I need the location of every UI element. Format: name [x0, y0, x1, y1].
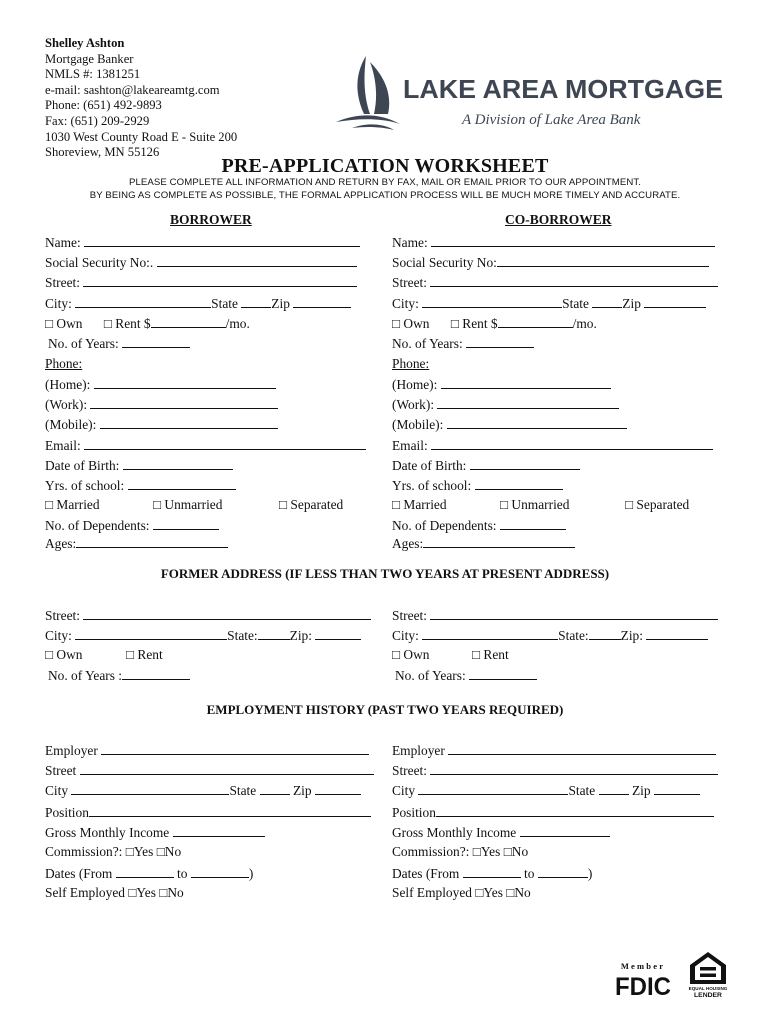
former-right-street-row [392, 606, 718, 624]
coborrower-phone-heading: Phone: [392, 356, 430, 371]
employment-left-zip-label: Zip [292, 783, 312, 798]
coborrower-own-checkbox[interactable]: □ Own [392, 316, 430, 331]
employment-right-dates-from-field[interactable] [463, 864, 521, 878]
borrower-state-field[interactable] [241, 294, 271, 308]
employment-right-position-row [392, 803, 714, 821]
former-left-years-label: No. of Years : [48, 668, 123, 683]
borrower-street-row [45, 273, 357, 291]
coborrower-street-label: Street: [392, 275, 427, 290]
coborrower-dob-row [392, 456, 580, 474]
eho-line2-text: LENDER [694, 992, 722, 999]
former-right-zip-label: Zip: [620, 628, 643, 643]
borrower-mobile-phone-field[interactable] [100, 415, 278, 429]
employment-right-commission-row [392, 843, 528, 861]
coborrower-email-row [392, 436, 713, 454]
borrower-street-label: Street: [45, 275, 80, 290]
former-left-street-row [45, 606, 371, 624]
instruction-line-1: PLEASE COMPLETE ALL INFORMATION AND RETURN BY FAX, MAIL OR EMAIL PRIOR TO OUR APPOINTMENT. [128, 177, 642, 188]
employment-left-state-field[interactable] [260, 781, 290, 795]
employment-right-income-label: Gross Monthly Income [392, 825, 517, 840]
coborrower-ages-label: Ages: [392, 536, 424, 551]
borrower-unmarried-checkbox[interactable]: □ Unmarried [153, 497, 223, 512]
contact-nmls: NMLS #: 1381251 [45, 67, 141, 82]
employment-right-self-row [392, 884, 531, 902]
employment-right-self-no-checkbox[interactable]: □No [506, 885, 531, 900]
fdic-logo-icon [612, 960, 674, 1000]
coborrower-rent-checkbox[interactable]: □ Rent $ [450, 316, 498, 331]
instruction-line-2: BY BEING AS COMPLETE AS POSSIBLE, THE FORMAL APPLICATION PROCESS WILL BE MUCH MORE TIMELY AND ACCURATE. [89, 190, 681, 201]
borrower-years-field[interactable] [122, 334, 190, 348]
coborrower-school-field[interactable] [475, 476, 563, 490]
borrower-city-row [45, 294, 351, 312]
borrower-own-checkbox[interactable]: □ Own [45, 316, 83, 331]
borrower-per-month-label: /mo. [225, 316, 250, 331]
former-left-state-label: State: [227, 628, 258, 643]
borrower-school-label: Yrs. of school: [45, 478, 125, 493]
former-left-city-label: City: [45, 628, 72, 643]
borrower-work-phone-field[interactable] [90, 395, 278, 409]
coborrower-dependents-row [392, 516, 566, 534]
employment-right-income-field[interactable] [520, 823, 610, 837]
former-left-zip-label: Zip: [289, 628, 312, 643]
coborrower-per-month-label: /mo. [572, 316, 597, 331]
employment-right-state-label: State [568, 783, 596, 798]
employment-right-street-field[interactable] [430, 761, 718, 775]
employment-right-dates-from-label: Dates (From [392, 866, 460, 881]
coborrower-ssn-field[interactable] [497, 253, 709, 267]
employment-history-heading: EMPLOYMENT HISTORY (PAST TWO YEARS REQUIRED) [206, 702, 564, 717]
former-right-own-checkbox[interactable]: □ Own [392, 647, 430, 662]
borrower-zip-label: Zip [271, 296, 290, 311]
coborrower-dependents-label: No. of Dependents: [392, 518, 497, 533]
contact-fax: Fax: (651) 209-2929 [45, 113, 150, 128]
coborrower-home-phone-label: (Home): [392, 377, 438, 392]
employment-right-employer-label: Employer [392, 743, 445, 758]
coborrower-school-label: Yrs. of school: [392, 478, 472, 493]
employment-right-city-row [392, 781, 700, 799]
employment-left-income-label: Gross Monthly Income [45, 825, 170, 840]
borrower-marital-row [45, 496, 100, 514]
borrower-ssn-label: Social Security No:. [45, 255, 154, 270]
former-right-rent-checkbox[interactable]: □ Rent [472, 647, 509, 662]
coborrower-name-label: Name: [392, 235, 428, 250]
employment-right-income-row [392, 823, 610, 841]
coborrower-rent-field[interactable] [498, 314, 573, 328]
former-left-own-checkbox[interactable]: □ Own [45, 647, 83, 662]
employment-left-self-label: Self Employed [45, 885, 125, 900]
coborrower-name-row [392, 233, 715, 251]
coborrower-years-field[interactable] [466, 334, 534, 348]
former-left-rent-checkbox[interactable]: □ Rent [126, 647, 163, 662]
coborrower-ssn-row [392, 253, 709, 271]
employment-left-position-row [45, 803, 371, 821]
borrower-city-label: City: [45, 296, 72, 311]
coborrower-school-row [392, 476, 563, 494]
borrower-email-label: Email: [45, 438, 81, 453]
coborrower-home-phone-row [392, 375, 611, 393]
borrower-ages-label: Ages: [45, 536, 77, 551]
borrower-married-checkbox[interactable]: □ Married [45, 497, 100, 512]
borrower-street-field[interactable] [83, 273, 357, 287]
borrower-email-field[interactable] [84, 436, 366, 450]
borrower-home-phone-row [45, 375, 276, 393]
employment-left-income-row [45, 823, 265, 841]
borrower-ssn-row [45, 253, 357, 271]
employment-right-employer-row [392, 741, 716, 759]
employment-left-position-field[interactable] [89, 803, 371, 817]
borrower-home-phone-field[interactable] [94, 375, 276, 389]
coborrower-separated-checkbox[interactable]: □ Separated [625, 497, 690, 512]
coborrower-email-field[interactable] [431, 436, 713, 450]
logo-tagline: A Division of Lake Area Bank [462, 112, 641, 128]
borrower-housing-row [45, 314, 250, 332]
former-left-zip-field[interactable] [315, 626, 361, 640]
former-right-city-field[interactable] [422, 626, 558, 640]
employment-left-dates-close: ) [248, 866, 254, 881]
eho-line1-text: EQUAL HOUSING [688, 986, 728, 991]
page-title: PRE-APPLICATION WORKSHEET [221, 155, 549, 177]
employment-right-commission-yes-checkbox[interactable]: □Yes [472, 844, 501, 859]
employment-right-zip-field[interactable] [654, 781, 700, 795]
coborrower-email-label: Email: [392, 438, 428, 453]
borrower-years-row [48, 334, 190, 352]
employment-right-self-label: Self Employed [392, 885, 472, 900]
employment-right-street-label: Street: [392, 763, 427, 778]
former-right-city-row [392, 626, 708, 644]
borrower-separated-checkbox[interactable]: □ Separated [279, 497, 344, 512]
coborrower-work-phone-row [392, 395, 619, 413]
former-right-years-field[interactable] [469, 666, 537, 680]
borrower-dependents-field[interactable] [153, 516, 219, 530]
employment-left-city-row [45, 781, 361, 799]
coborrower-work-phone-field[interactable] [437, 395, 619, 409]
former-left-years-row [48, 666, 190, 684]
employment-left-dates-to-label: to [177, 866, 188, 881]
sailboat-logo-icon [330, 52, 730, 134]
coborrower-zip-field[interactable] [644, 294, 706, 308]
borrower-name-row [45, 233, 360, 251]
employment-left-state-label: State [229, 783, 257, 798]
coborrower-married-checkbox[interactable]: □ Married [392, 497, 447, 512]
employment-right-street-row [392, 761, 718, 779]
employment-left-employer-label: Employer [45, 743, 98, 758]
coborrower-mobile-phone-row [392, 415, 627, 433]
employment-left-self-row [45, 884, 184, 902]
borrower-dob-label: Date of Birth: [45, 458, 120, 473]
borrower-mobile-phone-label: (Mobile): [45, 417, 97, 432]
former-left-city-field[interactable] [75, 626, 227, 640]
former-right-state-field[interactable] [589, 626, 621, 640]
coborrower-zip-label: Zip [622, 296, 641, 311]
employment-right-commission-label: Commission?: [392, 844, 470, 859]
borrower-school-row [45, 476, 236, 494]
employment-left-commission-yes-checkbox[interactable]: □Yes [125, 844, 154, 859]
coborrower-mobile-phone-field[interactable] [447, 415, 627, 429]
contact-name: Shelley Ashton [45, 36, 125, 50]
former-right-street-label: Street: [392, 608, 427, 623]
employment-left-street-label: Street [45, 763, 77, 778]
employment-right-position-label: Position [392, 805, 436, 820]
employment-right-commission-no-checkbox[interactable]: □No [503, 844, 529, 859]
former-right-state-label: State: [558, 628, 589, 643]
employment-left-dates-from-label: Dates (From [45, 866, 113, 881]
employment-right-state-field[interactable] [599, 781, 629, 795]
former-left-years-field[interactable] [122, 666, 190, 680]
lake-area-mortgage-logo [330, 52, 730, 134]
employment-right-self-yes-checkbox[interactable]: □Yes [475, 885, 503, 900]
employment-right-city-label: City [392, 783, 416, 798]
coborrower-unmarried-checkbox[interactable]: □ Unmarried [500, 497, 570, 512]
borrower-dependents-label: No. of Dependents: [45, 518, 150, 533]
former-right-years-row [395, 666, 537, 684]
former-right-city-label: City: [392, 628, 419, 643]
contact-address-line2: Shoreview, MN 55126 [45, 145, 160, 160]
coborrower-years-row [392, 334, 534, 352]
borrower-email-row [45, 436, 366, 454]
employment-left-commission-no-checkbox[interactable]: □No [156, 844, 182, 859]
coborrower-city-field[interactable] [422, 294, 562, 308]
fdic-member-badge [612, 960, 674, 1004]
borrower-zip-field[interactable] [293, 294, 351, 308]
former-right-years-label: No. of Years: [395, 668, 466, 683]
coborrower-city-label: City: [392, 296, 419, 311]
borrower-rent-checkbox[interactable]: □ Rent $ [103, 316, 151, 331]
former-right-zip-field[interactable] [646, 626, 708, 640]
employment-right-employer-field[interactable] [448, 741, 716, 755]
employment-left-commission-label: Commission?: [45, 844, 123, 859]
employment-right-dates-to-field[interactable] [538, 864, 588, 878]
borrower-rent-field[interactable] [151, 314, 226, 328]
borrower-dob-row [45, 456, 233, 474]
coborrower-ages-field[interactable] [423, 534, 575, 548]
employment-right-position-field[interactable] [436, 803, 714, 817]
coborrower-housing-row [392, 314, 597, 332]
former-left-street-label: Street: [45, 608, 80, 623]
former-left-state-field[interactable] [258, 626, 290, 640]
employment-left-dates-to-field[interactable] [191, 864, 249, 878]
employment-right-city-field[interactable] [418, 781, 568, 795]
employment-left-city-label: City [45, 783, 69, 798]
employment-left-position-label: Position [45, 805, 89, 820]
former-right-street-field[interactable] [430, 606, 718, 620]
borrower-state-label: State [211, 296, 238, 311]
fdic-member-text: Member [620, 961, 666, 971]
borrower-dob-field[interactable] [123, 456, 233, 470]
borrower-city-field[interactable] [75, 294, 211, 308]
employment-right-dates-close: ) [587, 866, 593, 881]
coborrower-state-field[interactable] [592, 294, 622, 308]
borrower-phone-heading: Phone: [45, 356, 83, 371]
contact-phone: Phone: (651) 492-9893 [45, 98, 162, 113]
coborrower-mobile-phone-label: (Mobile): [392, 417, 444, 432]
borrower-name-field[interactable] [84, 233, 360, 247]
employment-left-employer-row [45, 741, 369, 759]
coborrower-street-row [392, 273, 718, 291]
coborrower-heading: CO-BORROWER [505, 212, 612, 227]
former-left-street-field[interactable] [83, 606, 371, 620]
coborrower-street-field[interactable] [430, 273, 718, 287]
employment-right-dates-to-label: to [524, 866, 535, 881]
coborrower-years-label: No. of Years: [392, 336, 463, 351]
coborrower-ssn-label: Social Security No: [392, 255, 497, 270]
borrower-ssn-field[interactable] [157, 253, 357, 267]
equal-housing-icon [686, 950, 730, 1000]
employment-left-dates-from-field[interactable] [116, 864, 174, 878]
coborrower-dob-field[interactable] [470, 456, 580, 470]
employment-left-street-row [45, 761, 374, 779]
employment-left-income-field[interactable] [173, 823, 265, 837]
employment-right-dates-row [392, 864, 592, 882]
coborrower-home-phone-field[interactable] [441, 375, 611, 389]
borrower-ages-row [45, 534, 228, 552]
employment-left-employer-field[interactable] [101, 741, 369, 755]
employment-right-zip-label: Zip [631, 783, 651, 798]
coborrower-city-row [392, 294, 706, 312]
contact-title: Mortgage Banker [45, 51, 134, 66]
coborrower-ages-row [392, 534, 575, 552]
borrower-years-label: No. of Years: [48, 336, 119, 351]
equal-housing-lender-badge [686, 950, 730, 1004]
fdic-text: FDIC [615, 973, 671, 1000]
borrower-home-phone-label: (Home): [45, 377, 91, 392]
borrower-work-phone-row [45, 395, 278, 413]
contact-email: e-mail: sashton@lakeareamtg.com [45, 82, 220, 97]
coborrower-dependents-field[interactable] [500, 516, 566, 530]
borrower-mobile-phone-row [45, 415, 278, 433]
coborrower-state-label: State [562, 296, 589, 311]
coborrower-dob-label: Date of Birth: [392, 458, 467, 473]
employment-left-zip-field[interactable] [315, 781, 361, 795]
employment-left-commission-row [45, 843, 181, 861]
former-left-city-row [45, 626, 361, 644]
former-address-heading: FORMER ADDRESS (IF LESS THAN TWO YEARS AT PRESENT ADDRESS) [160, 566, 610, 581]
contact-address-line1: 1030 West County Road E - Suite 200 [45, 129, 238, 144]
borrower-dependents-row [45, 516, 219, 534]
borrower-name-label: Name: [45, 235, 81, 250]
borrower-heading: BORROWER [170, 212, 252, 227]
borrower-ages-field[interactable] [76, 534, 228, 548]
coborrower-name-field[interactable] [431, 233, 715, 247]
coborrower-work-phone-label: (Work): [392, 397, 435, 412]
employment-left-self-yes-checkbox[interactable]: □Yes [128, 885, 156, 900]
employment-left-self-no-checkbox[interactable]: □No [159, 885, 184, 900]
borrower-work-phone-label: (Work): [45, 397, 88, 412]
employment-left-street-field[interactable] [80, 761, 374, 775]
contact-block [45, 36, 237, 161]
employment-left-dates-row [45, 864, 253, 882]
employment-left-city-field[interactable] [71, 781, 229, 795]
borrower-school-field[interactable] [128, 476, 236, 490]
logo-wordmark: LAKE AREA MORTGAGE [403, 74, 723, 104]
